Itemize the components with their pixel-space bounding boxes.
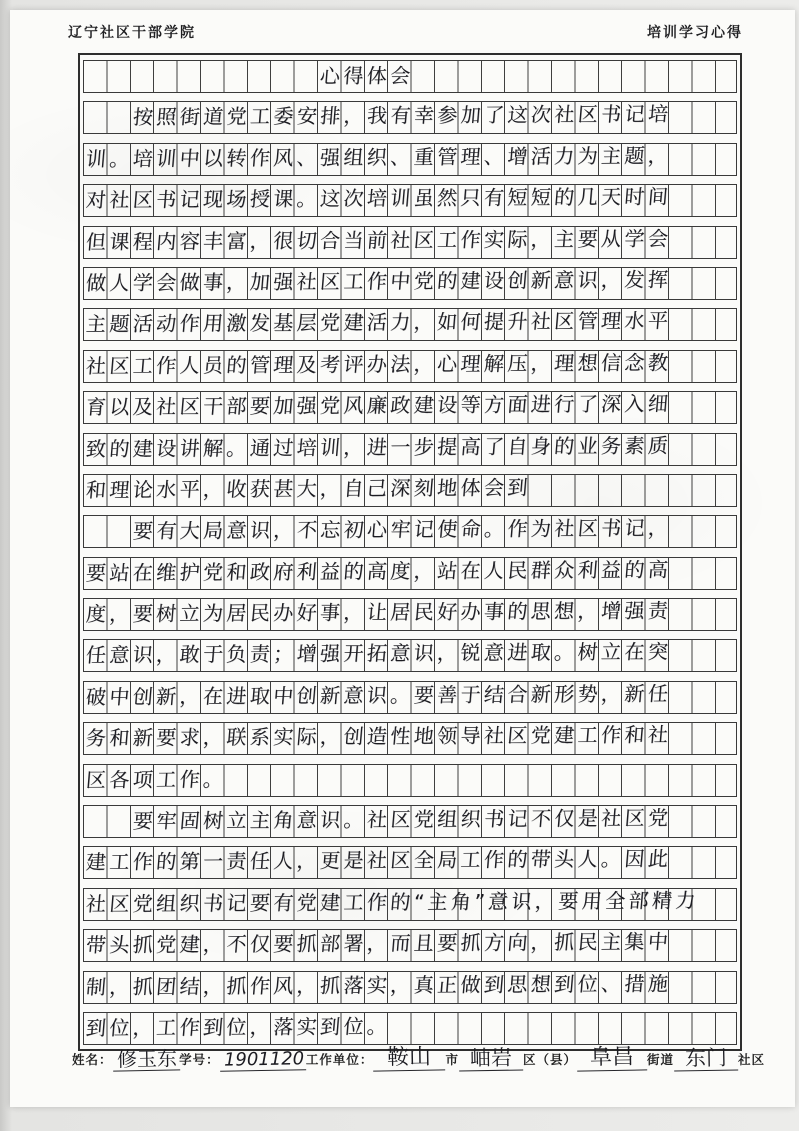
grid-row [83, 60, 737, 93]
essay-title-line: 心得体会 [319, 63, 415, 88]
grid-row [83, 681, 737, 714]
handwriting-line: 和理论水平，收获甚大，自己深刻地体会到 [85, 475, 532, 502]
county-value: 岫岩 [459, 1047, 523, 1071]
grid-row [83, 971, 737, 1004]
grid-row [83, 764, 737, 797]
handwriting-line: 要有大局意识，不忘初心牢记使命。作为社区书记， [131, 516, 673, 544]
grid-row [83, 350, 737, 383]
handwriting-line: 建工作的第一责任人，更是社区全局工作的带头人。因此 [85, 846, 673, 875]
student-id-label: 学号： [179, 1053, 220, 1067]
grid-row [83, 226, 737, 259]
handwriting-line: 制，抓团结，抓作风，抓落实，真正做到思想到位、措施 [85, 971, 673, 999]
handwriting-line: 按照街道党工委安排，我有幸参加了这次社区书记培 [131, 102, 673, 130]
grid-row [83, 888, 737, 921]
handwriting-line: 训。培训中以转作风、强组织、重管理、增活力为主题， [85, 143, 673, 171]
manuscript-grid [78, 53, 742, 1051]
city-value: 鞍山 [373, 1046, 445, 1071]
handwriting-line: 区各项工作。 [85, 766, 228, 792]
handwriting-line: 带头抓党建，不仅要抓部署，而且要抓方向，抓民主集中 [85, 929, 673, 958]
grid-row [83, 846, 737, 879]
street-value: 阜昌 [577, 1046, 647, 1071]
handwriting-line: 做人学会做事，加强社区工作中党的建设创新意识，发挥 [85, 267, 673, 295]
grid-row [83, 598, 737, 631]
grid-row [83, 143, 737, 176]
grid-row [83, 267, 737, 300]
paper-sheet [10, 10, 795, 1107]
grid-row [83, 101, 737, 134]
grid-row [83, 474, 737, 507]
street-suffix: 街道 [646, 1053, 674, 1067]
grid-row [83, 929, 737, 962]
grid-row [83, 391, 737, 424]
handwriting-line: 度，要树立为居民办好事，让居民好办事的思想，增强责 [85, 598, 673, 627]
header-doc-type: 培训学习心得 [647, 26, 743, 41]
grid-row [83, 557, 737, 590]
grid-row [83, 433, 737, 466]
handwriting-line: 社区党组织书记要有党建工作的“主角”意识，要用全部精力 [85, 888, 700, 916]
name-value: 修玉东 [112, 1048, 179, 1071]
page-header [68, 22, 743, 42]
grid-row [83, 308, 737, 341]
handwriting-line: 破中创新，在进取中创新意识。要善于结合新形势，新任 [85, 681, 673, 709]
handwriting-line: 主题活动作用激发基层党建活力，如何提升社区管理水平 [85, 308, 673, 337]
handwriting-line: 要站在维护党和政府利益的高度，站在人民群众利益的高 [85, 557, 673, 585]
header-school-name: 辽宁社区干部学院 [68, 26, 196, 41]
grid-row [83, 722, 737, 755]
handwriting-line: 要牢固树立主角意识。社区党组织书记不仅是社区党 [131, 805, 673, 834]
grid-row [83, 1012, 737, 1045]
handwriting-line: 致的建设讲解。通过培训，进一步提高了自身的业务素质 [85, 432, 673, 461]
county-suffix: 区（县） [522, 1053, 577, 1067]
grid-row [83, 639, 737, 672]
handwriting-line: 社区工作人员的管理及考评办法，心理解压，理想信念教 [85, 350, 673, 378]
student-id-value: 1901120 [219, 1050, 306, 1072]
handwriting-line: 任意识，敢于负责；增强开拓意识，锐意进取。树立在突 [85, 639, 673, 668]
handwriting-line: 到位，工作到位，落实到位。 [85, 1014, 392, 1040]
community-suffix: 社区 [737, 1053, 765, 1067]
grid-row [83, 184, 737, 217]
handwriting-line: 育以及社区干部要加强党风廉政建设等方面进行了深入细 [85, 391, 673, 420]
footer-form [72, 1044, 765, 1072]
city-suffix: 市 [445, 1053, 459, 1067]
community-value: 东门 [674, 1047, 738, 1071]
handwriting-line: 对社区书记现场授课。这次培训虽然只有短短的几天时间 [85, 184, 673, 213]
handwriting-line: 务和新要求，联系实际，创造性地领导社区党建工作和社 [85, 722, 673, 751]
work-unit-label: 工作单位： [305, 1053, 374, 1067]
handwriting-line: 但课程内容丰富，很切合当前社区工作实际，主要从学会 [85, 225, 673, 254]
grid-row [83, 805, 737, 838]
grid-row [83, 515, 737, 548]
name-label: 姓名： [72, 1053, 113, 1067]
